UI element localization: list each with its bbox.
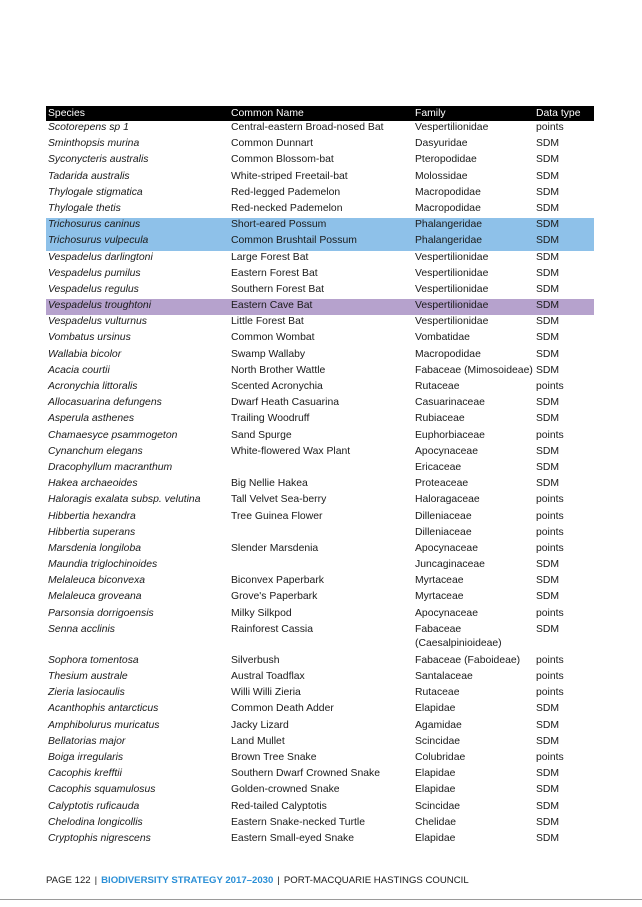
cell-family: Phalangeridae <box>413 218 534 234</box>
table-row <box>46 445 594 461</box>
cell-species: Acanthophis antarcticus <box>48 703 159 715</box>
cell-family: Fabaceae (Mimosoideae) <box>415 364 533 376</box>
table-row <box>46 542 594 558</box>
cell-common-name: Common Death Adder <box>231 703 334 715</box>
cell-common-name <box>229 558 413 574</box>
cell-species: Vespadelus troughtoni <box>46 299 229 315</box>
cell-species: Cryptophis nigrescens <box>48 832 151 844</box>
cell-species: Bellatorias major <box>48 735 126 747</box>
cell-species: Vespadelus darlingtoni <box>48 251 153 263</box>
cell-common-name: Silverbush <box>231 654 280 666</box>
cell-data-type: SDM <box>536 703 560 715</box>
cell-data-type: SDM <box>536 623 560 635</box>
cell-common-name: Southern Forest Bat <box>231 283 324 295</box>
table-row <box>46 331 594 347</box>
cell-data-type: SDM <box>536 283 560 295</box>
table-header <box>46 106 594 121</box>
table-row <box>46 153 594 169</box>
cell-family: Apocynaceae <box>415 607 478 619</box>
cell-species: Amphibolurus muricatus <box>48 719 160 731</box>
cell-family: Vombatidae <box>415 332 470 344</box>
table-row <box>46 429 594 445</box>
table-row <box>46 396 594 412</box>
cell-species: Acacia courtii <box>48 364 110 376</box>
cell-data-type: SDM <box>536 478 560 490</box>
cell-data-type: SDM <box>534 218 594 234</box>
cell-family: Casuarinaceae <box>415 397 485 409</box>
cell-species: Zieria lasiocaulis <box>48 687 125 699</box>
cell-species: Trichosurus vulpecula <box>46 234 229 250</box>
cell-common-name: Little Forest Bat <box>231 316 304 328</box>
cell-data-type: points <box>536 607 564 619</box>
table-row <box>46 670 594 686</box>
cell-species: Sminthopsis murina <box>48 138 140 150</box>
cell-common-name: Eastern Snake-necked Turtle <box>231 816 365 828</box>
table-row <box>46 493 594 509</box>
cell-common-name: Tree Guinea Flower <box>231 510 323 522</box>
cell-family: Molossidae <box>415 170 468 182</box>
cell-data-type: points <box>536 526 564 538</box>
cell-species: Cacophis squamulosus <box>48 784 156 796</box>
cell-data-type: points <box>536 510 564 522</box>
cell-data-type: SDM <box>536 719 560 731</box>
cell-family: Colubridae <box>415 751 466 763</box>
table-row <box>46 607 594 623</box>
cell-data-type: SDM <box>536 202 560 214</box>
page-bottom-rule <box>0 899 642 900</box>
footer-strategy-title: BIODIVERSITY STRATEGY 2017–2030 <box>101 875 274 886</box>
page-footer <box>46 875 469 886</box>
cell-data-type: SDM <box>534 234 594 250</box>
cell-species: Tadarida australis <box>48 170 130 182</box>
cell-species: Thesium australe <box>48 671 128 682</box>
cell-family: Scincidae <box>415 800 461 812</box>
table-row <box>46 477 594 493</box>
cell-species: Maundia triglochinoides <box>48 559 158 571</box>
cell-species: Hibbertia superans <box>48 526 136 538</box>
cell-data-type: SDM <box>536 413 560 425</box>
cell-common-name <box>229 526 413 542</box>
cell-family: Vespertilionidae <box>413 299 534 315</box>
cell-data-type: points <box>536 494 564 506</box>
cell-common-name: Common Blossom-bat <box>231 154 334 166</box>
cell-species: Hibbertia hexandra <box>48 510 136 522</box>
cell-common-name: Golden-crowned Snake <box>231 784 340 796</box>
cell-common-name: Brown Tree Snake <box>231 751 317 763</box>
cell-species: Calyptotis ruficauda <box>48 800 140 812</box>
cell-common-name: Large Forest Bat <box>231 251 309 263</box>
cell-common-name: Rainforest Cassia <box>231 623 314 635</box>
table-row <box>46 526 594 542</box>
cell-data-type: SDM <box>536 445 560 457</box>
table-row <box>46 832 594 848</box>
cell-species: Thylogale thetis <box>48 202 121 214</box>
table-row <box>46 202 594 218</box>
table-row <box>46 218 594 234</box>
cell-family: Rutaceae <box>415 687 460 699</box>
cell-data-type: points <box>536 751 564 763</box>
cell-family: Chelidae <box>415 816 457 828</box>
cell-common-name: White-striped Freetail-bat <box>231 170 348 182</box>
cell-family: Phalangeridae <box>413 234 534 250</box>
table-row <box>46 702 594 718</box>
table-row <box>46 412 594 428</box>
cell-species: Chelodina longicollis <box>48 816 143 828</box>
cell-common-name: Red-necked Pademelon <box>231 202 343 214</box>
cell-family: Vespertilionidae <box>415 251 489 263</box>
cell-family: Elapidae <box>415 703 456 715</box>
cell-common-name: Swamp Wallaby <box>231 348 306 360</box>
footer-separator: | <box>94 875 98 886</box>
cell-family: Vespertilionidae <box>415 283 489 295</box>
cell-species: Thylogale stigmatica <box>48 186 143 198</box>
cell-species: Asperula asthenes <box>48 413 135 425</box>
cell-family: Pteropodidae <box>415 154 477 166</box>
cell-data-type: points <box>536 542 564 554</box>
cell-species: Cynanchum elegans <box>48 445 143 457</box>
header-species: Species <box>46 106 229 121</box>
cell-data-type: points <box>536 381 564 392</box>
cell-family: Elapidae <box>415 832 456 844</box>
cell-data-type: SDM <box>536 816 560 828</box>
cell-common-name: Sand Spurge <box>231 429 292 441</box>
cell-family: Haloragaceae <box>415 494 480 506</box>
table-row <box>46 510 594 526</box>
table-row <box>46 783 594 799</box>
table-row <box>46 751 594 767</box>
cell-species: Parsonsia dorrigoensis <box>48 607 154 619</box>
cell-common-name: Short-eared Possum <box>229 218 413 234</box>
table-row <box>46 654 594 670</box>
cell-family: Vespertilionidae <box>415 122 489 133</box>
cell-species: Vespadelus vulturnus <box>48 316 147 328</box>
cell-species: Allocasuarina defungens <box>48 397 162 409</box>
cell-common-name: Central-eastern Broad-nosed Bat <box>231 122 384 133</box>
cell-common-name: Common Brushtail Possum <box>229 234 413 250</box>
cell-family: Dilleniaceae <box>415 526 472 538</box>
table-row <box>46 170 594 186</box>
table-row <box>46 719 594 735</box>
cell-family: Fabaceae (Caesalpinioideae) <box>415 623 502 649</box>
cell-family: Agamidae <box>415 719 462 731</box>
cell-species: Sophora tomentosa <box>48 654 139 666</box>
table-row <box>46 574 594 590</box>
table-body <box>46 121 594 848</box>
footer-council-name: PORT-MACQUARIE HASTINGS COUNCIL <box>283 875 469 886</box>
cell-species: Wallabia bicolor <box>48 348 122 360</box>
cell-family: Ericaceae <box>415 461 462 473</box>
table-row <box>46 364 594 380</box>
cell-data-type: SDM <box>536 397 560 409</box>
cell-family: Apocynaceae <box>415 542 478 554</box>
cell-common-name: Dwarf Heath Casuarina <box>231 397 339 409</box>
cell-family: Dasyuridae <box>415 138 468 150</box>
cell-common-name: Austral Toadflax <box>231 671 305 682</box>
cell-common-name: North Brother Wattle <box>231 364 326 376</box>
cell-family: Rubiaceae <box>415 413 465 425</box>
cell-data-type: points <box>536 654 564 666</box>
cell-data-type: SDM <box>536 170 560 182</box>
table-row <box>46 267 594 283</box>
cell-data-type: SDM <box>536 348 560 360</box>
cell-family: Euphorbiaceae <box>415 429 485 441</box>
cell-species: Melaleuca biconvexa <box>48 575 146 587</box>
cell-species: Senna acclinis <box>48 623 116 635</box>
cell-species: Trichosurus caninus <box>46 218 229 234</box>
cell-species: Vespadelus regulus <box>48 283 139 295</box>
table-row <box>46 283 594 299</box>
cell-data-type: SDM <box>536 364 560 376</box>
cell-family: Juncaginaceae <box>415 559 485 571</box>
cell-species: Vespadelus pumilus <box>48 267 141 279</box>
cell-data-type: SDM <box>534 299 594 315</box>
cell-species: Boiga irregularis <box>48 751 124 763</box>
cell-data-type: SDM <box>536 332 560 344</box>
cell-common-name: Willi Willi Zieria <box>231 687 301 699</box>
cell-common-name: Jacky Lizard <box>231 719 289 731</box>
table-row <box>46 137 594 153</box>
cell-common-name: Tall Velvet Sea-berry <box>231 494 327 506</box>
footer-separator: | <box>277 875 280 886</box>
cell-data-type: SDM <box>536 559 560 571</box>
cell-species: Marsdenia longiloba <box>48 542 141 554</box>
cell-family: Rutaceae <box>415 381 460 392</box>
cell-common-name: Big Nellie Hakea <box>231 478 308 490</box>
cell-species: Acronychia littoralis <box>48 381 138 392</box>
cell-common-name: Milky Silkpod <box>231 607 292 619</box>
cell-common-name: Grove's Paperbark <box>231 591 318 603</box>
cell-common-name: Biconvex Paperbark <box>231 575 324 587</box>
cell-family: Macropodidae <box>415 186 481 198</box>
cell-common-name: Eastern Cave Bat <box>229 299 413 315</box>
cell-species: Dracophyllum macranthum <box>48 461 173 473</box>
cell-data-type: SDM <box>536 267 560 279</box>
cell-common-name <box>229 461 413 477</box>
cell-data-type: SDM <box>536 800 560 812</box>
table-row <box>46 251 594 267</box>
cell-family: Myrtaceae <box>415 591 464 603</box>
cell-species: Syconycteris australis <box>48 154 149 166</box>
species-table <box>46 106 594 848</box>
cell-data-type: SDM <box>536 768 560 780</box>
cell-family: Vespertilionidae <box>415 267 489 279</box>
header-family: Family <box>413 106 534 121</box>
cell-data-type: points <box>536 671 564 682</box>
cell-data-type: SDM <box>536 316 560 328</box>
cell-common-name: Eastern Forest Bat <box>231 267 318 279</box>
footer-page-number: PAGE 122 <box>46 875 91 886</box>
table-row <box>46 590 594 606</box>
cell-family: Myrtaceae <box>415 575 464 587</box>
cell-family: Macropodidae <box>415 202 481 214</box>
table-header-row <box>46 106 594 121</box>
table-row <box>46 816 594 832</box>
cell-family: Santalaceae <box>415 671 473 682</box>
table-row <box>46 767 594 783</box>
table-row <box>46 735 594 751</box>
cell-data-type: SDM <box>536 575 560 587</box>
cell-species: Chamaesyce psammogeton <box>48 429 178 441</box>
table-row <box>46 121 594 137</box>
cell-species: Melaleuca groveana <box>48 591 142 603</box>
cell-data-type: points <box>536 122 564 133</box>
table-row <box>46 315 594 331</box>
cell-common-name: Trailing Woodruff <box>231 413 310 425</box>
cell-data-type: SDM <box>536 138 560 150</box>
cell-data-type: SDM <box>536 186 560 198</box>
cell-species: Haloragis exalata subsp. velutina <box>48 494 201 506</box>
cell-common-name: Slender Marsdenia <box>231 542 319 554</box>
table-row <box>46 686 594 702</box>
cell-common-name: Common Wombat <box>231 332 315 344</box>
cell-data-type: points <box>536 429 564 441</box>
cell-family: Elapidae <box>415 768 456 780</box>
table-row <box>46 348 594 364</box>
cell-data-type: SDM <box>536 832 560 844</box>
cell-family: Scincidae <box>415 735 461 747</box>
cell-family: Proteaceae <box>415 478 469 490</box>
cell-family: Macropodidae <box>415 348 481 360</box>
cell-common-name: Red-legged Pademelon <box>231 186 341 198</box>
cell-species: Scotorepens sp 1 <box>48 122 129 133</box>
cell-common-name: Scented Acronychia <box>231 381 323 392</box>
cell-data-type: SDM <box>536 154 560 166</box>
table-row <box>46 186 594 202</box>
cell-common-name: Southern Dwarf Crowned Snake <box>231 768 381 780</box>
cell-family: Apocynaceae <box>415 445 478 457</box>
cell-data-type: SDM <box>536 784 560 796</box>
cell-common-name: Eastern Small-eyed Snake <box>231 832 355 844</box>
table-row <box>46 234 594 250</box>
cell-family: Dilleniaceae <box>415 510 472 522</box>
cell-species: Vombatus ursinus <box>48 332 131 344</box>
header-common-name: Common Name <box>229 106 413 121</box>
header-data-type: Data type <box>534 106 594 121</box>
table-row <box>46 558 594 574</box>
cell-common-name: Red-tailed Calyptotis <box>231 800 327 812</box>
cell-species: Cacophis krefftii <box>48 768 122 780</box>
cell-common-name: Common Dunnart <box>231 138 314 150</box>
cell-data-type: points <box>536 687 564 699</box>
table-row <box>46 299 594 315</box>
cell-species: Hakea archaeoides <box>48 478 138 490</box>
table-row <box>46 800 594 816</box>
cell-data-type: SDM <box>536 735 560 747</box>
cell-family: Fabaceae (Faboideae) <box>415 654 521 666</box>
table-row <box>46 623 594 654</box>
cell-family: Elapidae <box>415 784 456 796</box>
cell-family: Vespertilionidae <box>415 316 489 328</box>
cell-data-type: SDM <box>536 461 560 473</box>
cell-common-name: White-flowered Wax Plant <box>231 445 351 457</box>
table-row <box>46 380 594 396</box>
cell-data-type: SDM <box>536 251 560 263</box>
table-row <box>46 461 594 477</box>
cell-data-type: SDM <box>536 591 560 603</box>
cell-common-name: Land Mullet <box>231 735 285 747</box>
